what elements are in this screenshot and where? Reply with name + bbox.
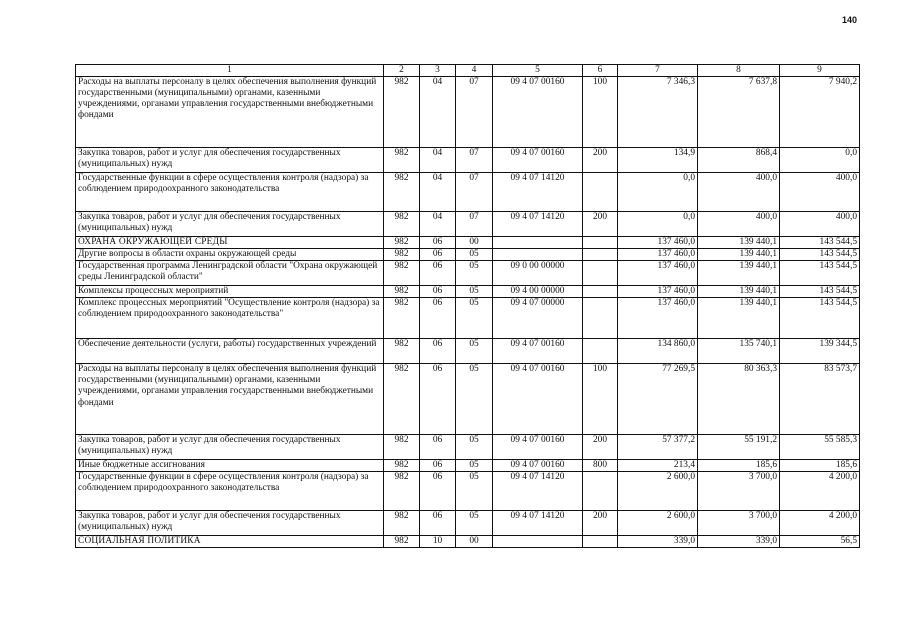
cell-amount-col8: 139 440,1	[698, 249, 780, 261]
cell-target-article: 09 4 07 14120	[493, 472, 583, 511]
cell-target-article	[493, 237, 583, 249]
cell-amount-col8: 3 700,0	[698, 511, 780, 536]
cell-expense-type: 100	[583, 77, 618, 148]
cell-ministry: 982	[384, 364, 420, 435]
row-name: Государственная программа Ленинградской области "Охрана окружающей среды Ленинградской области"	[76, 261, 384, 286]
column-header: 6	[583, 65, 618, 77]
cell-subsection: 07	[456, 77, 493, 148]
table-row	[76, 511, 860, 536]
cell-ministry: 982	[384, 460, 420, 472]
cell-amount-col8: 339,0	[698, 536, 780, 548]
cell-subsection: 05	[456, 249, 493, 261]
column-header: 3	[420, 65, 456, 77]
cell-subsection: 05	[456, 339, 493, 364]
cell-subsection: 05	[456, 460, 493, 472]
cell-amount-col9: 143 544,5	[780, 249, 860, 261]
cell-amount-col7: 0,0	[618, 212, 698, 237]
cell-amount-col7: 0,0	[618, 173, 698, 212]
page-number: 140	[841, 15, 857, 25]
cell-target-article: 09 4 07 00160	[493, 460, 583, 472]
cell-target-article: 09 4 07 00160	[493, 364, 583, 435]
cell-amount-col7: 213,4	[618, 460, 698, 472]
cell-expense-type	[583, 261, 618, 286]
cell-amount-col9: 0,0	[780, 148, 860, 173]
row-name: СОЦИАЛЬНАЯ ПОЛИТИКА	[76, 536, 384, 548]
column-header: 8	[698, 65, 780, 77]
column-header: 9	[780, 65, 860, 77]
cell-amount-col9: 400,0	[780, 173, 860, 212]
cell-subsection: 05	[456, 511, 493, 536]
cell-amount-col8: 7 637,8	[698, 77, 780, 148]
cell-target-article: 09 4 00 00000	[493, 286, 583, 298]
cell-subsection: 05	[456, 435, 493, 460]
cell-subsection: 05	[456, 472, 493, 511]
cell-target-article	[493, 249, 583, 261]
cell-amount-col8: 139 440,1	[698, 237, 780, 249]
column-number-row	[76, 65, 860, 77]
cell-expense-type: 100	[583, 364, 618, 435]
cell-target-article: 09 4 07 14120	[493, 212, 583, 237]
cell-amount-col7: 2 600,0	[618, 511, 698, 536]
table-row	[76, 298, 860, 339]
cell-amount-col8: 135 740,1	[698, 339, 780, 364]
table-row	[76, 237, 860, 249]
cell-section: 06	[420, 435, 456, 460]
cell-subsection: 05	[456, 261, 493, 286]
row-name: Комплекс процессных мероприятий "Осуществление контроля (надзора) за соблюдением природоохранного законодательства"	[76, 298, 384, 339]
table-row	[76, 472, 860, 511]
row-name: ОХРАНА ОКРУЖАЮЩЕЙ СРЕДЫ	[76, 237, 384, 249]
table-row	[76, 249, 860, 261]
cell-ministry: 982	[384, 339, 420, 364]
row-name: Расходы на выплаты персоналу в целях обеспечения выполнения функций государственными (муниципальными) органами, казенными учреждениями, органами управления государственными внебюджетными фондами	[76, 364, 384, 435]
cell-amount-col9: 56,5	[780, 536, 860, 548]
cell-amount-col9: 143 544,5	[780, 298, 860, 339]
cell-ministry: 982	[384, 212, 420, 237]
cell-target-article: 09 4 07 14120	[493, 511, 583, 536]
column-header: 7	[618, 65, 698, 77]
cell-subsection: 05	[456, 364, 493, 435]
cell-amount-col7: 134 860,0	[618, 339, 698, 364]
cell-target-article: 09 0 00 00000	[493, 261, 583, 286]
row-name: Расходы на выплаты персоналу в целях обеспечения выполнения функций государственными (муниципальными) органами, казенными учреждениями, органами управления государственными внебюджетными фондами	[76, 77, 384, 148]
cell-amount-col8: 400,0	[698, 212, 780, 237]
row-name: Закупка товаров, работ и услуг для обеспечения государственных (муниципальных) нужд	[76, 435, 384, 460]
cell-amount-col9: 7 940,2	[780, 77, 860, 148]
cell-amount-col8: 55 191,2	[698, 435, 780, 460]
cell-expense-type: 200	[583, 435, 618, 460]
cell-section: 04	[420, 77, 456, 148]
cell-expense-type	[583, 536, 618, 548]
cell-amount-col7: 339,0	[618, 536, 698, 548]
cell-subsection: 00	[456, 237, 493, 249]
cell-ministry: 982	[384, 173, 420, 212]
cell-target-article: 09 4 07 00160	[493, 77, 583, 148]
cell-subsection: 07	[456, 173, 493, 212]
cell-section: 10	[420, 536, 456, 548]
column-header: 2	[384, 65, 420, 77]
row-name: Комплексы процессных мероприятий	[76, 286, 384, 298]
column-header: 4	[456, 65, 493, 77]
cell-amount-col7: 137 460,0	[618, 249, 698, 261]
table-row	[76, 173, 860, 212]
table-row	[76, 536, 860, 548]
cell-amount-col9: 139 344,5	[780, 339, 860, 364]
table-row	[76, 286, 860, 298]
cell-expense-type	[583, 173, 618, 212]
cell-section: 06	[420, 364, 456, 435]
cell-amount-col7: 57 377,2	[618, 435, 698, 460]
cell-expense-type: 200	[583, 511, 618, 536]
cell-amount-col7: 137 460,0	[618, 286, 698, 298]
cell-section: 06	[420, 249, 456, 261]
cell-amount-col7: 134,9	[618, 148, 698, 173]
cell-ministry: 982	[384, 511, 420, 536]
cell-expense-type	[583, 298, 618, 339]
cell-expense-type	[583, 286, 618, 298]
table-row	[76, 261, 860, 286]
cell-amount-col7: 2 600,0	[618, 472, 698, 511]
row-name: Государственные функции в сфере осуществления контроля (надзора) за соблюдением природоохранного законодательства	[76, 472, 384, 511]
cell-ministry: 982	[384, 536, 420, 548]
cell-expense-type: 200	[583, 212, 618, 237]
cell-ministry: 982	[384, 286, 420, 298]
row-name: Закупка товаров, работ и услуг для обеспечения государственных (муниципальных) нужд	[76, 212, 384, 237]
cell-amount-col9: 400,0	[780, 212, 860, 237]
cell-expense-type	[583, 339, 618, 364]
column-header: 1	[76, 65, 384, 77]
cell-amount-col8: 139 440,1	[698, 298, 780, 339]
cell-amount-col7: 7 346,3	[618, 77, 698, 148]
cell-target-article: 09 4 07 14120	[493, 173, 583, 212]
cell-section: 06	[420, 286, 456, 298]
cell-expense-type	[583, 472, 618, 511]
cell-section: 06	[420, 472, 456, 511]
cell-expense-type	[583, 237, 618, 249]
cell-ministry: 982	[384, 298, 420, 339]
cell-ministry: 982	[384, 77, 420, 148]
cell-amount-col7: 137 460,0	[618, 261, 698, 286]
cell-target-article	[493, 536, 583, 548]
cell-amount-col9: 4 200,0	[780, 511, 860, 536]
cell-subsection: 07	[456, 148, 493, 173]
cell-section: 06	[420, 261, 456, 286]
cell-expense-type: 200	[583, 148, 618, 173]
row-name: Иные бюджетные ассигнования	[76, 460, 384, 472]
cell-section: 06	[420, 460, 456, 472]
cell-amount-col8: 139 440,1	[698, 286, 780, 298]
cell-section: 04	[420, 173, 456, 212]
cell-amount-col9: 143 544,5	[780, 237, 860, 249]
table-row	[76, 212, 860, 237]
cell-amount-col9: 83 573,7	[780, 364, 860, 435]
table-row	[76, 77, 860, 148]
cell-amount-col9: 185,6	[780, 460, 860, 472]
cell-amount-col7: 137 460,0	[618, 298, 698, 339]
cell-ministry: 982	[384, 237, 420, 249]
table-row	[76, 339, 860, 364]
cell-target-article: 09 4 07 00160	[493, 148, 583, 173]
cell-amount-col8: 80 363,3	[698, 364, 780, 435]
cell-expense-type	[583, 249, 618, 261]
cell-target-article: 09 4 07 00160	[493, 339, 583, 364]
cell-amount-col8: 139 440,1	[698, 261, 780, 286]
column-header: 5	[493, 65, 583, 77]
cell-ministry: 982	[384, 261, 420, 286]
cell-target-article: 09 4 07 00000	[493, 298, 583, 339]
cell-section: 06	[420, 298, 456, 339]
cell-ministry: 982	[384, 435, 420, 460]
cell-ministry: 982	[384, 148, 420, 173]
row-name: Обеспечение деятельности (услуги, работы) государственных учреждений	[76, 339, 384, 364]
cell-section: 06	[420, 339, 456, 364]
cell-amount-col9: 4 200,0	[780, 472, 860, 511]
table-row	[76, 148, 860, 173]
cell-amount-col7: 77 269,5	[618, 364, 698, 435]
row-name: Государственные функции в сфере осуществления контроля (надзора) за соблюдением природоохранного законодательства	[76, 173, 384, 212]
cell-amount-col9: 55 585,3	[780, 435, 860, 460]
cell-amount-col8: 185,6	[698, 460, 780, 472]
cell-amount-col8: 3 700,0	[698, 472, 780, 511]
cell-section: 06	[420, 511, 456, 536]
cell-subsection: 00	[456, 536, 493, 548]
cell-section: 04	[420, 212, 456, 237]
row-name: Закупка товаров, работ и услуг для обеспечения государственных (муниципальных) нужд	[76, 148, 384, 173]
table-row	[76, 364, 860, 435]
cell-ministry: 982	[384, 249, 420, 261]
cell-target-article: 09 4 07 00160	[493, 435, 583, 460]
cell-amount-col9: 143 544,5	[780, 261, 860, 286]
cell-amount-col9: 143 544,5	[780, 286, 860, 298]
row-name: Закупка товаров, работ и услуг для обеспечения государственных (муниципальных) нужд	[76, 511, 384, 536]
budget-table	[75, 64, 860, 548]
table-row	[76, 435, 860, 460]
table-row	[76, 460, 860, 472]
cell-subsection: 05	[456, 286, 493, 298]
cell-subsection: 05	[456, 298, 493, 339]
cell-amount-col7: 137 460,0	[618, 237, 698, 249]
cell-subsection: 07	[456, 212, 493, 237]
row-name: Другие вопросы в области охраны окружающей среды	[76, 249, 384, 261]
cell-amount-col8: 400,0	[698, 173, 780, 212]
cell-amount-col8: 868,4	[698, 148, 780, 173]
cell-ministry: 982	[384, 472, 420, 511]
cell-section: 06	[420, 237, 456, 249]
cell-expense-type: 800	[583, 460, 618, 472]
cell-section: 04	[420, 148, 456, 173]
